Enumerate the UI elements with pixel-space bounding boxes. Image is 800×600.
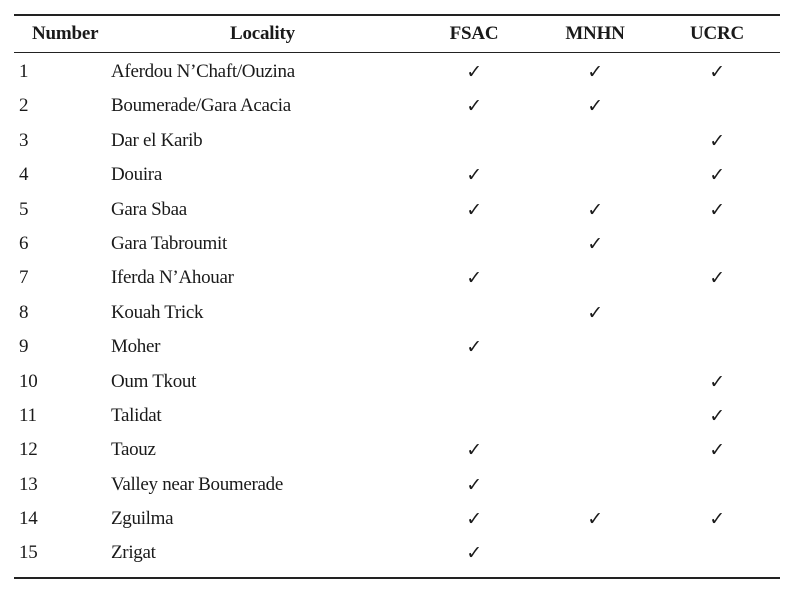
- table-row: [14, 158, 780, 192]
- check-icon-ucrc: ✓: [709, 198, 725, 221]
- table-row: [14, 227, 780, 261]
- row-number: 9: [19, 336, 29, 358]
- check-icon-ucrc: ✓: [709, 404, 725, 427]
- row-locality: Gara Sbaa: [111, 198, 187, 220]
- table-row: [14, 365, 780, 399]
- row-locality: Iferda N’Ahouar: [111, 267, 234, 289]
- check-icon-fsac: ✓: [466, 473, 482, 496]
- row-number: 6: [19, 232, 29, 254]
- row-locality: Dar el Karib: [111, 129, 203, 151]
- row-number: 7: [19, 267, 29, 289]
- row-number: 2: [19, 95, 29, 117]
- check-icon-fsac: ✓: [466, 439, 482, 462]
- row-number: 12: [19, 439, 38, 461]
- check-icon-fsac: ✓: [466, 164, 482, 187]
- table-bottom-rule: [14, 577, 780, 579]
- table-row: [14, 468, 780, 502]
- check-icon-ucrc: ✓: [709, 267, 725, 290]
- row-locality: Aferdou N’Chaft/Ouzina: [111, 61, 295, 82]
- check-icon-ucrc: ✓: [709, 129, 725, 152]
- table-row: [14, 124, 780, 158]
- check-icon-mnhn: ✓: [587, 301, 603, 324]
- table-row: [14, 502, 780, 536]
- row-locality: Kouah Trick: [111, 301, 204, 323]
- row-locality: Zguilma: [111, 508, 174, 530]
- check-icon-ucrc: ✓: [709, 439, 725, 462]
- header-locality: Locality: [230, 23, 295, 44]
- row-locality: Moher: [111, 336, 161, 358]
- row-number: 5: [19, 198, 29, 220]
- row-number: 13: [19, 473, 38, 495]
- table-row: [14, 55, 780, 89]
- row-locality: Valley near Boumerade: [111, 473, 284, 495]
- row-number: 14: [19, 508, 38, 530]
- check-icon-fsac: ✓: [466, 508, 482, 531]
- row-number: 3: [19, 129, 29, 151]
- header-mnhn: MNHN: [565, 23, 625, 44]
- check-icon-mnhn: ✓: [587, 61, 603, 83]
- header-number: Number: [32, 23, 99, 44]
- table-row: [14, 433, 780, 467]
- row-locality: Talidat: [111, 404, 162, 426]
- row-number: 1: [19, 61, 29, 82]
- table-row: [14, 261, 780, 295]
- row-number: 4: [19, 164, 29, 186]
- table-row: [14, 536, 780, 570]
- row-locality: Douira: [111, 164, 162, 186]
- check-icon-ucrc: ✓: [709, 61, 725, 83]
- row-number: 10: [19, 370, 38, 392]
- check-icon-ucrc: ✓: [709, 164, 725, 187]
- header-fsac: FSAC: [449, 23, 499, 44]
- check-icon-fsac: ✓: [466, 336, 482, 359]
- row-number: 15: [19, 542, 38, 564]
- table-row: [14, 89, 780, 123]
- check-icon-mnhn: ✓: [587, 198, 603, 221]
- check-icon-fsac: ✓: [466, 61, 482, 83]
- check-icon-mnhn: ✓: [587, 508, 603, 531]
- locality-collections-table: [14, 14, 780, 579]
- check-icon-fsac: ✓: [466, 542, 482, 565]
- row-locality: Gara Tabroumit: [111, 232, 227, 254]
- check-icon-fsac: ✓: [466, 95, 482, 118]
- check-icon-ucrc: ✓: [709, 370, 725, 393]
- table-body: [14, 53, 780, 577]
- table-row: [14, 296, 780, 330]
- row-locality: Boumerade/Gara Acacia: [111, 95, 291, 117]
- check-icon-mnhn: ✓: [587, 95, 603, 118]
- table-row: [14, 330, 780, 364]
- row-locality: Taouz: [111, 439, 156, 461]
- table-row: [14, 399, 780, 433]
- table-header-row: [14, 16, 780, 52]
- table-row: [14, 193, 780, 227]
- check-icon-fsac: ✓: [466, 267, 482, 290]
- row-locality: Oum Tkout: [111, 370, 197, 392]
- check-icon-fsac: ✓: [466, 198, 482, 221]
- check-icon-mnhn: ✓: [587, 232, 603, 255]
- row-number: 11: [19, 404, 37, 426]
- check-icon-ucrc: ✓: [709, 508, 725, 531]
- header-ucrc: UCRC: [689, 23, 745, 44]
- row-locality: Zrigat: [111, 542, 156, 564]
- row-number: 8: [19, 301, 29, 323]
